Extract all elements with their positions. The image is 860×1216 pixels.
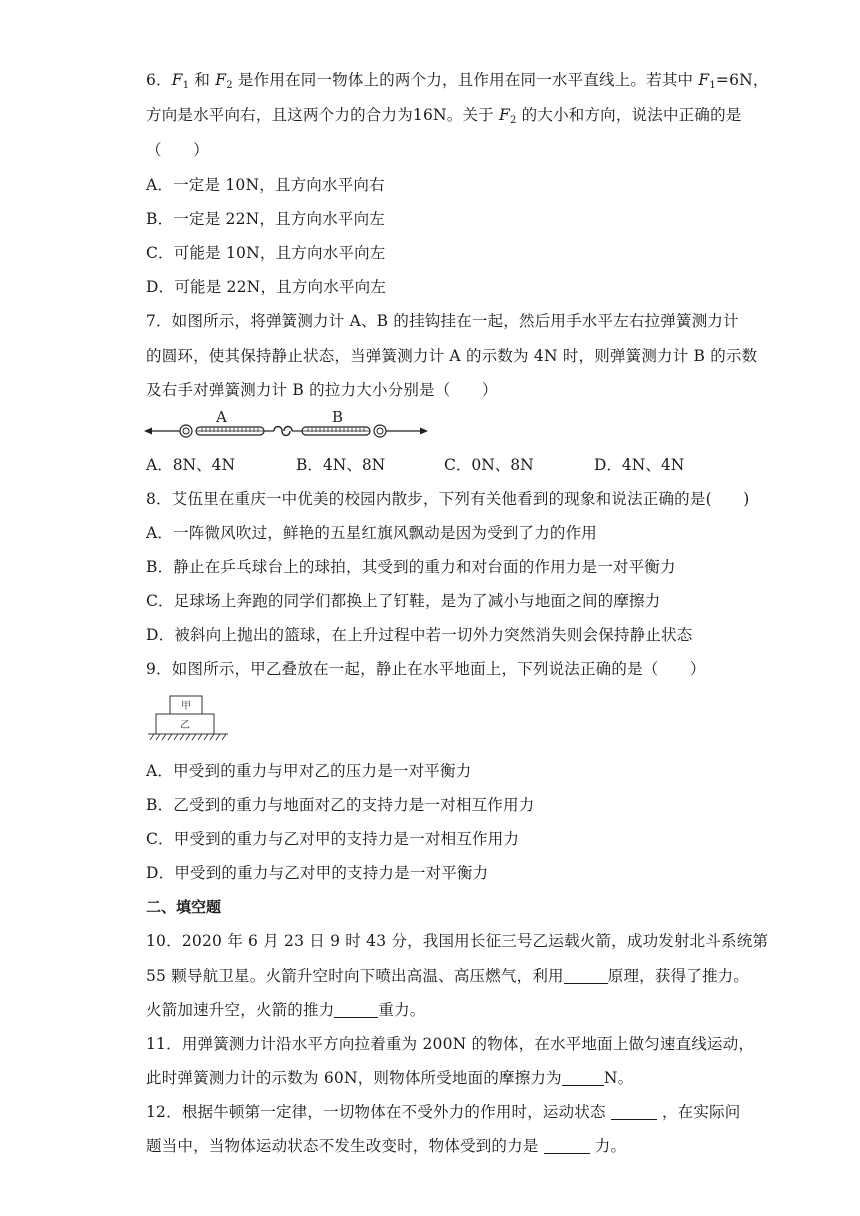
scale-a-label: A <box>216 408 227 426</box>
q8-option-c: C．足球场上奔跑的同学们都换上了钉鞋，是为了减小与地面之间的摩擦力 <box>146 592 661 610</box>
q6-line-2: 方向是水平向右，且这两个力的合力为16N。关于 $F_2$ 的大小和方向，说法中正确的是 <box>146 106 742 126</box>
q9-option-c: C．甲受到的重力与乙对甲的支持力是一对相互作用力 <box>146 830 520 848</box>
q10-line-1: 10．2020 年 6 月 23 日 9 时 43 分，我国用长征三号乙运载火箭，成功发射北斗系统第 <box>146 932 769 950</box>
q9-option-d: D．甲受到的重力与乙对甲的支持力是一对平衡力 <box>146 864 489 882</box>
q12-line-2: 题当中，当物体运动状态不发生改变时，物体受到的力是 力。 <box>146 1137 627 1155</box>
q6-option-a: A．一定是 10N，且方向水平向右 <box>146 176 385 194</box>
q11-blank[interactable] <box>562 1069 604 1086</box>
q8-option-a: A．一阵微风吹过，鲜艳的五星红旗风飘动是因为受到了力的作用 <box>146 524 597 542</box>
q10-line-3: 火箭加速升空，火箭的推力 重力。 <box>146 1001 426 1019</box>
q10-blank-2[interactable] <box>334 1001 378 1018</box>
block-yi-label: 乙 <box>180 720 190 731</box>
q8-option-b: B．静止在乒乓球台上的球拍，其受到的重力和对台面的作用力是一对平衡力 <box>146 558 676 576</box>
q9-option-b: B．乙受到的重力与地面对乙的支持力是一对相互作用力 <box>146 796 535 814</box>
block-jia-label: 甲 <box>181 701 191 712</box>
q8-line: 8．艾伍里在重庆一中优美的校园内散步，下列有关他看到的现象和说法正确的是( ) <box>146 490 750 508</box>
q6-line-1: 6．$F_1$ 和 $F_2$ 是作用在同一物体上的两个力，且作用在同一水平直线上。若其中 $F_1=6N$， <box>146 71 769 91</box>
q7-line-3: 及右手对弹簧测力计 B 的拉力大小分别是（ ） <box>146 381 498 399</box>
q11-line-2: 此时弹簧测力计的示数为 60N，则物体所受地面的摩擦力为 N。 <box>146 1069 634 1087</box>
q6-line-3: （ ） <box>146 141 209 159</box>
q6-option-d: D．可能是 22N，且方向水平向左 <box>146 278 387 296</box>
q6-option-b: B．一定是 22N，且方向水平向左 <box>146 210 386 228</box>
q7-option-c: C．0N、8N <box>444 456 534 474</box>
q7-line-2: 的圆环，使其保持静止状态，当弹簧测力计 A 的示数为 4N 时，则弹簧测力计 B 的示数 <box>146 347 758 365</box>
q10-blank-1[interactable] <box>564 967 608 984</box>
section-fill-in-title: 二、填空题 <box>146 898 222 916</box>
q7-option-d: D．4N、4N <box>594 456 685 474</box>
spring-scale-figure <box>140 405 440 445</box>
q9-option-a: A．甲受到的重力与甲对乙的压力是一对平衡力 <box>146 762 472 780</box>
q7-option-b: B．4N、8N <box>296 456 386 474</box>
q7-line-1: 7．如图所示，将弹簧测力计 A、B 的挂钩挂在一起，然后用手水平左右拉弹簧测力计 <box>146 312 739 330</box>
scale-b-label: B <box>332 408 344 426</box>
q12-blank-1[interactable] <box>611 1103 657 1120</box>
stacked-blocks-figure <box>146 692 236 744</box>
q12-line-1: 12．根据牛顿第一定律，一切物体在不受外力的作用时，运动状态 ，在实际问 <box>146 1103 741 1121</box>
q8-option-d: D．被斜向上抛出的篮球，在上升过程中若一切外力突然消失则会保持静止状态 <box>146 626 693 644</box>
q6-option-c: C．可能是 10N，且方向水平向左 <box>146 244 386 262</box>
q11-line-1: 11．用弹簧测力计沿水平方向拉着重为 200N 的物体，在水平地面上做匀速直线运动， <box>146 1035 755 1053</box>
q7-option-a: A．8N、4N <box>146 456 236 474</box>
q9-line: 9．如图所示，甲乙叠放在一起，静止在水平地面上，下列说法正确的是（ ） <box>146 660 706 678</box>
q10-line-2: 55 颗导航卫星。火箭升空时向下喷出高温、高压燃气，利用 原理，获得了推力。 <box>146 967 750 985</box>
q12-blank-2[interactable] <box>544 1137 590 1154</box>
